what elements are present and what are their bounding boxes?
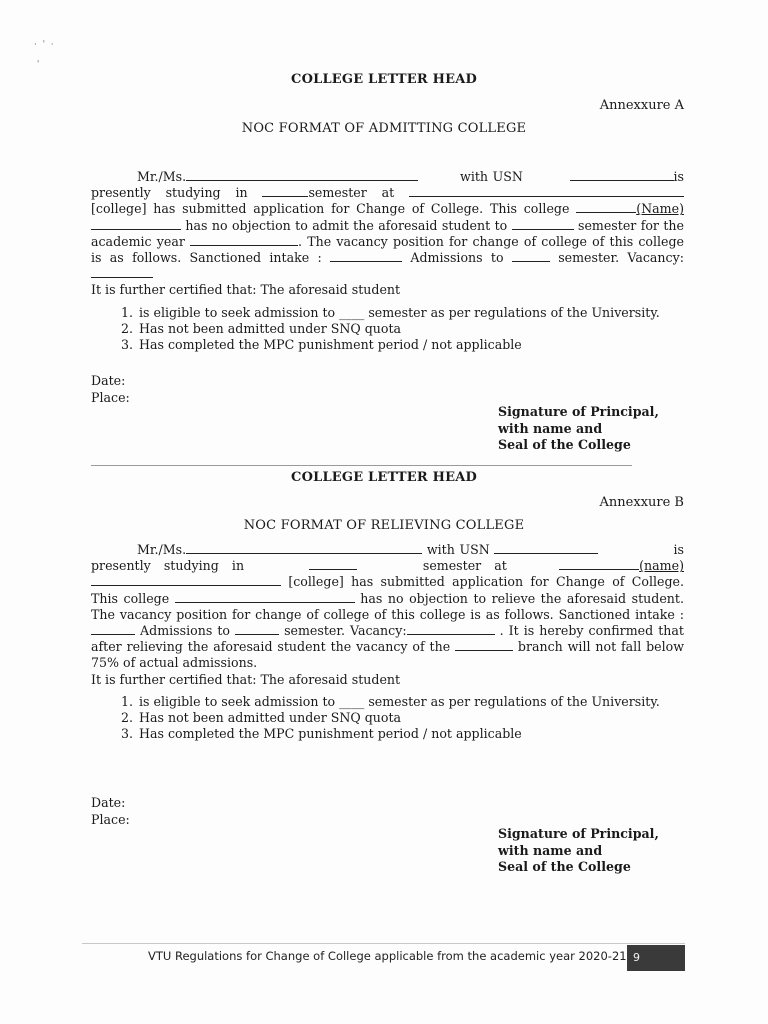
date-place-a [91,373,130,406]
blank-name-field[interactable] [186,169,418,181]
label-college-text: [college] has submitted application for Change of College. This college [91,201,570,217]
list-item: 3. Has completed the MPC punishment period / not applicable [137,337,684,353]
date-place-b [91,795,130,828]
date-label: Date: [91,373,126,388]
label-no-objection: has no objection to relieve the aforesaid student. The vacancy position for change of college of this college is as follows. Sanctioned intake : [91,590,684,622]
signature-line: Seal of the College [498,437,631,452]
label-admissions-to: Admissions to [140,623,230,639]
label-this-college: This college [91,590,170,606]
blank-sanctioned-intake[interactable] [91,623,135,635]
label-name: (name) [639,558,684,574]
blank-semester-field[interactable] [262,185,308,197]
label-confirmed: . It is hereby confirmed that after relieving the aforesaid student the vacancy of the [91,623,684,655]
label-vacancy-position: . The vacancy position for change of college of this college is as follows. Sanctioned intake : [91,233,685,266]
label-academic-year: semester for the academic year [91,217,684,249]
list-item: 3. Has completed the MPC punishment period / not applicable [137,726,684,742]
blank-college-field[interactable] [409,185,684,197]
place-label: Place: [91,389,130,405]
blank-usn-field[interactable] [570,169,674,181]
signature-line: with name and [498,842,603,858]
label-branch: branch will not fall below 75% of actual admissions. [91,639,684,671]
blank-name-prefix[interactable] [576,201,636,213]
conditions-list-b [91,694,684,743]
blank-admissions-semester[interactable] [235,623,279,635]
label-semester-at: semester at [308,185,395,201]
signature-line: Seal of the College [498,859,631,874]
scan-specks: · ' · ' [34,40,54,70]
signature-line: Signature of Principal, [498,826,659,841]
letterhead-heading-b: COLLEGE LETTER HEAD [291,470,477,485]
paragraph-b [91,542,684,672]
certify-line-b: It is further certified that: The aforesaid student [91,671,401,687]
form-body-b [91,542,684,742]
label-admissions-to: Admissions to [410,250,504,266]
blank-name-field[interactable] [186,542,422,554]
label-vacancy: Vacancy: [350,623,407,639]
label-studying: presently studying in [91,185,248,201]
signature-block-a [498,404,659,454]
letterhead-heading-a: COLLEGE LETTER HEAD [291,72,477,87]
label-mr-ms: Mr./Ms. [137,542,187,557]
form-title-a: NOC FORMAT OF ADMITTING COLLEGE [241,121,527,136]
annexure-label-a: Annexxure A [599,98,684,113]
blank-semester-admit[interactable] [512,218,574,230]
certify-line-a: It is further certified that: The aforesaid student [91,282,401,298]
signature-line: with name and [498,420,603,436]
blank-vacancy[interactable] [407,623,495,635]
page-number: 9 [627,945,685,971]
label-studying: presently studying in [91,558,245,574]
list-item: 2. Has not been admitted under SNQ quota [137,321,684,337]
label-with-usn: with USN [426,542,490,557]
signature-line: Signature of Principal, [498,404,659,419]
label-semester-vacancy: semester. Vacancy: [558,250,684,266]
conditions-list-a [91,305,684,354]
blank-college-field[interactable] [559,558,639,570]
form-title-b: NOC FORMAT OF RELIEVING COLLEGE [243,518,525,533]
blank-college-name[interactable] [91,574,281,586]
footer-text: VTU Regulations for Change of College applicable from the academic year 2020-21 [148,949,627,963]
blank-this-college[interactable] [175,591,355,603]
place-label: Place: [91,811,130,827]
label-semester: semester. [284,623,345,639]
annexure-label-b: Annexxure B [599,495,684,510]
blank-semester-field[interactable] [309,558,357,570]
section-divider [91,465,632,466]
signature-block-b [498,826,659,876]
blank-academic-year[interactable] [190,234,298,246]
label-is: is [673,542,684,557]
blank-name-suffix[interactable] [91,218,181,230]
list-item: 1. is eligible to seek admission to ____ semester as per regulations of the University. [137,305,684,321]
label-college-text: [college] has submitted application for Change of College. [288,574,684,590]
date-label: Date: [91,795,126,810]
label-mr-ms: Mr./Ms. [137,169,187,184]
blank-usn-field[interactable] [494,542,598,554]
blank-branch[interactable] [455,639,513,651]
paragraph-a [91,169,684,282]
blank-vacancy[interactable] [91,266,153,278]
form-body-a [91,169,684,353]
blank-sanctioned-intake[interactable] [330,250,402,262]
label-with-usn: with USN [460,169,523,184]
list-item: 2. Has not been admitted under SNQ quota [137,710,684,726]
label-no-objection: has no objection to admit the aforesaid student to [185,217,508,233]
list-item: 1. is eligible to seek admission to ____ semester as per regulations of the University. [137,694,684,710]
footer-rule [82,943,685,944]
blank-admissions-semester[interactable] [512,250,550,262]
label-name: (Name) [636,201,684,217]
label-is: is [673,169,685,184]
label-semester-at: semester at [422,558,507,574]
